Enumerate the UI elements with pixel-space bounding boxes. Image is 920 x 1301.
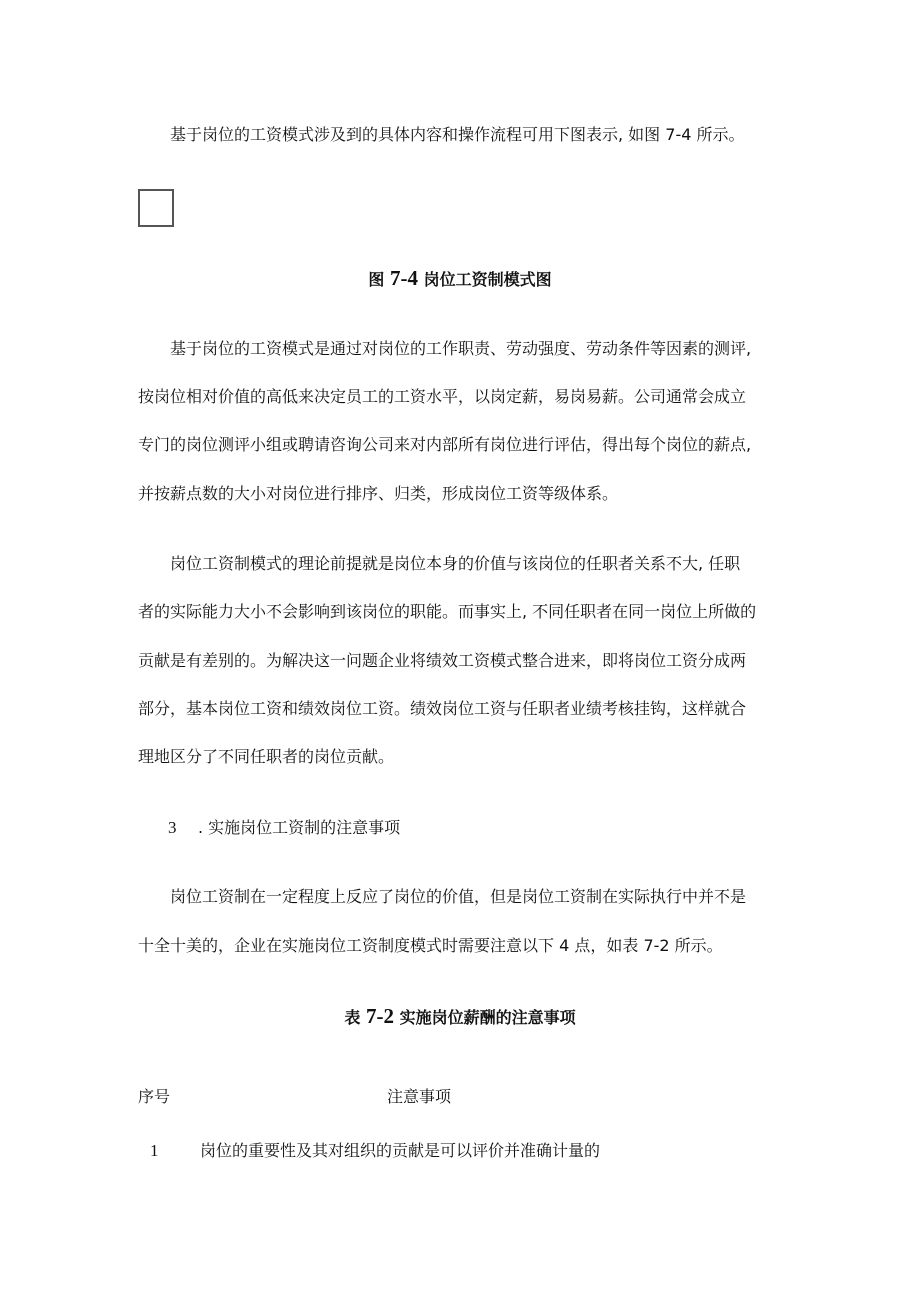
paragraph-3-line-1: 岗位工资制在一定程度上反应了岗位的价值，但是岗位工资制在实际执行中并不是 [170, 887, 747, 906]
figure-caption-prefix: 图 [368, 270, 385, 289]
paragraph-1-line-1: 基于岗位的工资模式是通过对岗位的工作职责、劳动强度、劳动条件等因素的测评, [170, 339, 752, 358]
table-row-text: 岗位的重要性及其对组织的贡献是可以评价并准确计量的 [200, 1141, 601, 1160]
paragraph-2-line-1: 岗位工资制模式的理论前提就是岗位本身的价值与该岗位的任职者关系不大, 任职 [170, 554, 741, 573]
table-caption-prefix: 表 [344, 1008, 361, 1027]
table-caption-title: 实施岗位薪酬的注意事项 [399, 1008, 576, 1027]
figure-image-placeholder [138, 189, 174, 227]
intro-paragraph: 基于岗位的工资模式涉及到的具体内容和操作流程可用下图表示, 如图 7-4 所示。 [170, 125, 745, 144]
figure-caption-title: 岗位工资制模式图 [423, 270, 552, 289]
paragraph-2-line-5: 理地区分了不同任职者的岗位贡献。 [138, 747, 395, 766]
figure-caption-number: 7-4 [390, 266, 418, 290]
paragraph-2-line-2: 者的实际能力大小不会影响到该岗位的职能。而事实上, 不同任职者在同一岗位上所做的 [138, 602, 757, 621]
paragraph-2-line-3: 贡献是有差别的。为解决这一问题企业将绩效工资模式整合进来，即将岗位工资分成两 [138, 651, 747, 670]
section-number: 3 [168, 818, 177, 837]
table-caption [0, 1004, 920, 1030]
section-title: . 实施岗位工资制的注意事项 [198, 818, 401, 837]
paragraph-1-line-4: 并按薪点数的大小对岗位进行排序、归类，形成岗位工资等级体系。 [138, 484, 619, 503]
table-header-index: 序号 [138, 1087, 171, 1106]
table-caption-number: 7-2 [366, 1004, 394, 1028]
paragraph-1-line-3: 专门的岗位测评小组或聘请咨询公司来对内部所有岗位进行评估，得出每个岗位的薪点, [138, 435, 752, 454]
paragraph-3-line-2: 十全十美的，企业在实施岗位工资制度模式时需要注意以下 4 点，如表 7-2 所示。 [138, 936, 723, 955]
paragraph-1-line-2: 按岗位相对价值的高低来决定员工的工资水平，以岗定薪，易岗易薪。公司通常会成立 [138, 387, 747, 406]
paragraph-2-line-4: 部分，基本岗位工资和绩效岗位工资。绩效岗位工资与任职者业绩考核挂钩，这样就合 [138, 699, 747, 718]
figure-caption [0, 266, 920, 292]
table-row-index: 1 [150, 1141, 159, 1160]
table-header-notes: 注意事项 [387, 1087, 452, 1106]
